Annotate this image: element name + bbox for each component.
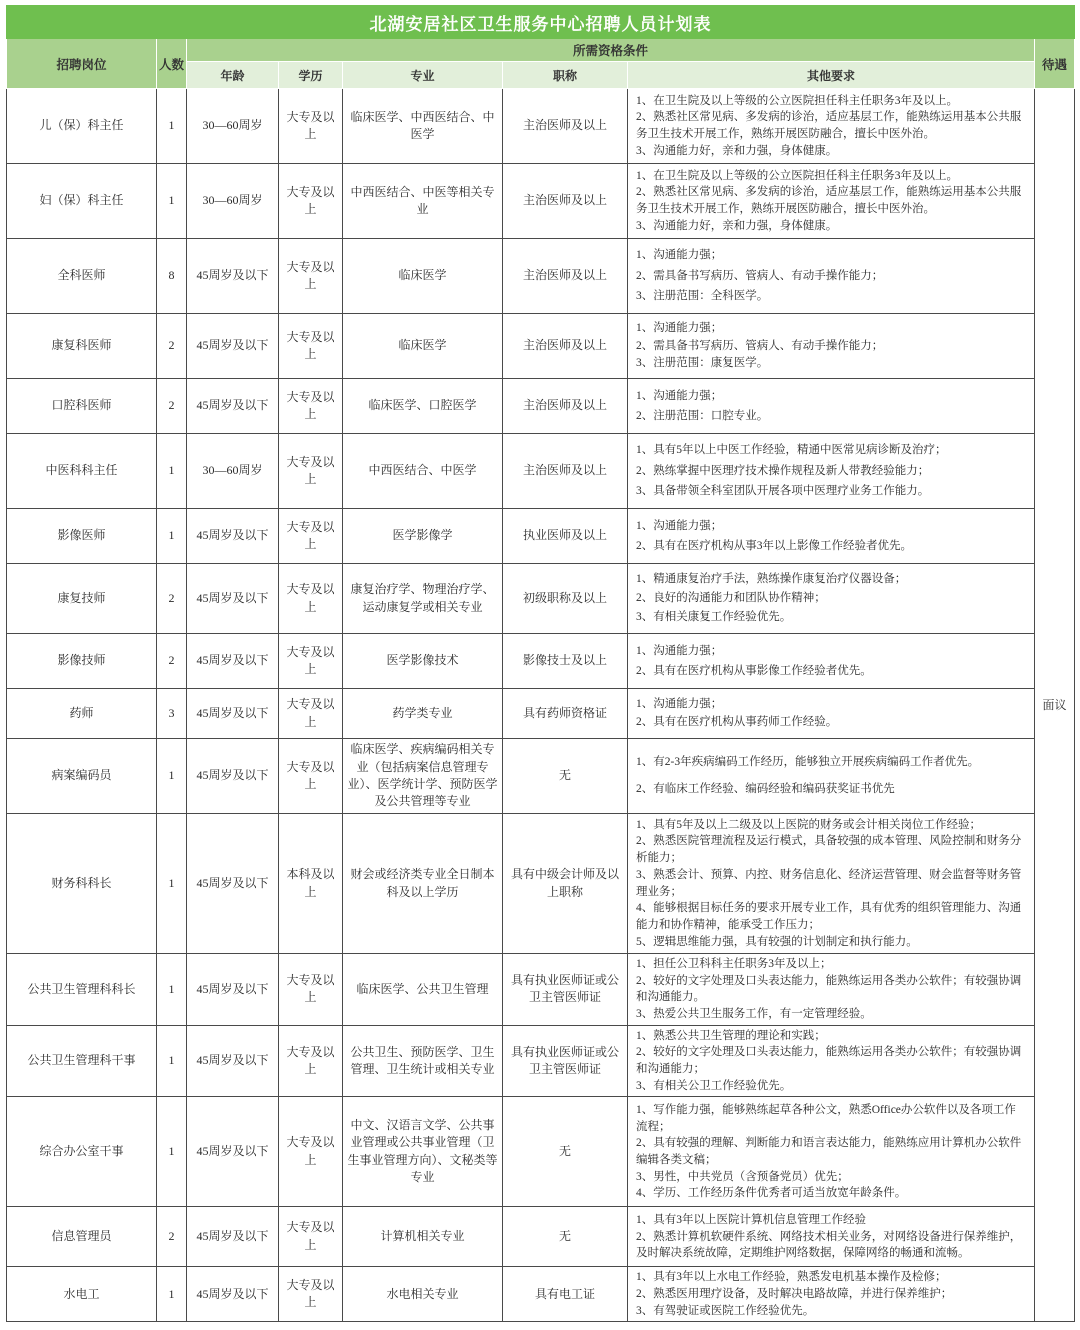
requirement-line: 1、沟通能力强； <box>636 644 723 657</box>
requirement-line: 1、沟通能力强； <box>636 697 723 710</box>
education-cell: 大专及以上 <box>279 239 343 314</box>
table-row <box>7 1025 1075 1097</box>
count-cell: 8 <box>157 239 187 314</box>
education-cell: 大专及以上 <box>279 739 343 814</box>
table-row <box>7 434 1075 509</box>
requirements-list <box>636 244 1026 308</box>
count-cell: 1 <box>157 739 187 814</box>
requirement-line: 1、具有5年以上中医工作经验，精通中医常见病诊断及治疗； <box>636 444 947 457</box>
requirements-list <box>636 319 1026 373</box>
major-cell: 计算机相关专业 <box>343 1207 503 1267</box>
requirement-line: 2、具有在医疗机构从事药师工作经验。 <box>636 716 838 729</box>
position-cell: 病案编码员 <box>7 739 157 814</box>
position-cell: 综合办公室干事 <box>7 1097 157 1207</box>
age-cell: 45周岁及以下 <box>187 1207 279 1267</box>
table-row <box>7 739 1075 814</box>
table-row <box>7 164 1075 239</box>
requirement-line: 1、沟通能力强； <box>636 249 723 262</box>
position-cell: 影像医师 <box>7 509 157 564</box>
requirements-list <box>636 168 1026 235</box>
requirement-line: 2、有临床工作经验、编码经验和编码获奖证书优先 <box>636 783 895 796</box>
requirement-line: 3、注册范围：全科医学。 <box>636 289 769 302</box>
requirement-line: 1、沟通能力强； <box>636 389 723 402</box>
requirements-list <box>636 639 1026 683</box>
column-header-position: 招聘岗位 <box>7 39 157 89</box>
table-row <box>7 954 1075 1026</box>
table-row <box>7 314 1075 379</box>
education-cell: 大专及以上 <box>279 164 343 239</box>
requirement-line: 2、熟悉计算机软硬件系统、网络技术相关业务，对网络设备进行保养维护，及时解决系统故障，定期维护网络数据，保障网络的畅通和流畅。 <box>636 1230 1022 1260</box>
requirements-list <box>636 1028 1026 1095</box>
major-cell: 临床医学、疾病编码相关专业（包括病案信息管理专业）、医学统计学、预防医学及公共管理等专业 <box>343 739 503 814</box>
title-cell: 无 <box>503 1207 628 1267</box>
title-cell: 具有电工证 <box>503 1267 628 1322</box>
age-cell: 45周岁及以下 <box>187 634 279 689</box>
requirements-cell <box>628 634 1035 689</box>
major-cell: 医学影像学 <box>343 509 503 564</box>
requirement-line: 3、有相关公卫工作经验优先。 <box>636 1079 792 1092</box>
age-cell: 45周岁及以下 <box>187 739 279 814</box>
education-cell: 本科及以上 <box>279 814 343 954</box>
requirement-line: 1、具有3年以上医院计算机信息管理工作经验 <box>636 1213 866 1226</box>
age-cell: 30—60周岁 <box>187 164 279 239</box>
age-cell: 45周岁及以下 <box>187 1025 279 1097</box>
requirements-list <box>636 1102 1026 1202</box>
table-body <box>7 89 1075 1322</box>
requirement-line: 3、沟通能力好，亲和力强，身体健康。 <box>636 144 838 157</box>
education-cell: 大专及以上 <box>279 1097 343 1207</box>
education-cell: 大专及以上 <box>279 379 343 434</box>
major-cell: 水电相关专业 <box>343 1267 503 1322</box>
requirements-cell <box>628 379 1035 434</box>
major-cell: 临床医学、口腔医学 <box>343 379 503 434</box>
major-cell: 医学影像技术 <box>343 634 503 689</box>
requirement-line: 1、熟悉公共卫生管理的理论和实践； <box>636 1029 826 1042</box>
title-cell: 主治医师及以上 <box>503 434 628 509</box>
age-cell: 45周岁及以下 <box>187 689 279 739</box>
requirements-cell <box>628 434 1035 509</box>
count-cell: 1 <box>157 814 187 954</box>
count-cell: 1 <box>157 954 187 1026</box>
major-cell: 公共卫生、预防医学、卫生管理、卫生统计或相关专业 <box>343 1025 503 1097</box>
requirement-line: 2、具有较强的理解、判断能力和语言表达能力，能熟练应用计算机办公软件编辑各类文稿； <box>636 1137 1022 1166</box>
education-cell: 大专及以上 <box>279 1207 343 1267</box>
requirement-line: 3、注册范围：康复医学。 <box>636 357 769 370</box>
count-cell: 2 <box>157 379 187 434</box>
age-cell: 45周岁及以下 <box>187 954 279 1026</box>
title-cell: 无 <box>503 1097 628 1207</box>
age-cell: 45周岁及以下 <box>187 1097 279 1207</box>
requirements-cell <box>628 89 1035 164</box>
major-cell: 临床医学 <box>343 314 503 379</box>
requirement-line: 2、具有在医疗机构从事3年以上影像工作经验者优先。 <box>636 539 912 552</box>
requirement-line: 3、男性，中共党员（含预备党员）优先； <box>636 1170 849 1183</box>
requirements-cell <box>628 689 1035 739</box>
requirements-list <box>636 384 1026 428</box>
count-cell: 1 <box>157 434 187 509</box>
requirement-line: 2、注册范围：口腔专业。 <box>636 409 769 422</box>
age-cell: 45周岁及以下 <box>187 314 279 379</box>
count-cell: 1 <box>157 164 187 239</box>
requirements-cell <box>628 954 1035 1026</box>
major-cell: 财会或经济类专业全日制本科及以上学历 <box>343 814 503 954</box>
requirement-line: 2、较好的文字处理及口头表达能力，能熟练运用各类办公软件；有较强协调和沟通能力。 <box>636 974 1022 1004</box>
title-cell: 影像技士及以上 <box>503 634 628 689</box>
title-cell: 具有药师资格证 <box>503 689 628 739</box>
position-cell: 财务科科长 <box>7 814 157 954</box>
table-row <box>7 634 1075 689</box>
requirement-line: 3、熟悉会计、预算、内控、财务信息化、经济运营管理、财会监督等财务管理业务； <box>636 868 1022 898</box>
count-cell: 3 <box>157 689 187 739</box>
requirement-line: 2、熟悉社区常见病、多发病的诊治，适应基层工作，能熟练运用基本公共服务卫生技术开展工作，熟练开展医防融合，擅长中医外治。 <box>636 111 1022 140</box>
count-cell: 2 <box>157 564 187 634</box>
requirement-line: 2、需具备书写病历、管病人、有动手操作能力； <box>636 339 884 352</box>
position-cell: 公共卫生管理科干事 <box>7 1025 157 1097</box>
requirement-line: 3、具备带领全科室团队开展各项中医理疗业务工作能力。 <box>636 484 930 497</box>
table-row <box>7 1207 1075 1267</box>
requirement-line: 1、具有3年以上水电工作经验，熟悉发电机基本操作及检修； <box>636 1271 947 1284</box>
major-cell: 中西医结合、中医学 <box>343 434 503 509</box>
requirement-line: 4、能够根据目标任务的要求开展专业工作，具有优秀的组织管理能力、沟通能力和协作精神，能承受工作压力； <box>636 902 1022 931</box>
major-cell: 临床医学、中西医结合、中医学 <box>343 89 503 164</box>
age-cell: 45周岁及以下 <box>187 564 279 634</box>
requirements-list <box>636 93 1026 160</box>
title-cell: 主治医师及以上 <box>503 239 628 314</box>
table-row <box>7 814 1075 954</box>
major-cell: 药学类专业 <box>343 689 503 739</box>
requirements-cell <box>628 1207 1035 1267</box>
count-cell: 1 <box>157 1025 187 1097</box>
requirements-list <box>636 694 1026 733</box>
education-cell: 大专及以上 <box>279 1025 343 1097</box>
table-row <box>7 379 1075 434</box>
age-cell: 30—60周岁 <box>187 434 279 509</box>
column-header-title: 职称 <box>503 62 628 89</box>
count-cell: 2 <box>157 314 187 379</box>
title-cell: 主治医师及以上 <box>503 164 628 239</box>
requirements-list <box>636 744 1026 808</box>
column-header-qualifications: 所需资格条件 <box>187 39 1035 62</box>
requirement-line: 2、熟悉医院管理流程及运行模式，具备较强的成本管理、风险控制和财务分析能力； <box>636 835 1022 865</box>
column-header-age: 年龄 <box>187 62 279 89</box>
education-cell: 大专及以上 <box>279 1267 343 1322</box>
count-cell: 1 <box>157 1267 187 1322</box>
requirement-line: 1、在卫生院及以上等级的公立医院担任科主任职务3年及以上。 <box>636 94 958 107</box>
age-cell: 45周岁及以下 <box>187 509 279 564</box>
major-cell: 临床医学、公共卫生管理 <box>343 954 503 1026</box>
requirement-line: 2、较好的文字处理及口头表达能力，能熟练运用各类办公软件；有较强协调和沟通能力； <box>636 1046 1022 1076</box>
position-cell: 口腔科医师 <box>7 379 157 434</box>
count-cell: 1 <box>157 509 187 564</box>
requirement-line: 5、逻辑思维能力强，具有较强的计划制定和执行能力。 <box>636 935 918 948</box>
title-cell: 无 <box>503 739 628 814</box>
requirement-line: 1、担任公卫科科主任职务3年及以上； <box>636 958 832 970</box>
treatment-cell: 面议 <box>1035 89 1075 1322</box>
requirements-list <box>636 514 1026 558</box>
count-cell: 2 <box>157 1207 187 1267</box>
requirement-line: 1、精通康复治疗手法，熟练操作康复治疗仪器设备； <box>636 573 907 586</box>
requirement-line: 1、写作能力强，能够熟练起草各种公文，熟悉Office办公软件以及各项工作流程； <box>636 1103 1016 1133</box>
requirement-line: 2、熟悉医用理疗设备，及时解决电路故障，并进行保养维护； <box>636 1288 953 1301</box>
education-cell: 大专及以上 <box>279 564 343 634</box>
requirement-line: 3、有驾驶证或医院工作经验优先。 <box>636 1304 815 1317</box>
education-cell: 大专及以上 <box>279 89 343 164</box>
requirement-line: 3、热爱公共卫生服务工作，有一定管理经验。 <box>636 1008 872 1021</box>
requirements-cell <box>628 564 1035 634</box>
age-cell: 30—60周岁 <box>187 89 279 164</box>
title-cell: 初级职称及以上 <box>503 564 628 634</box>
age-cell: 45周岁及以下 <box>187 379 279 434</box>
title-cell: 执业医师及以上 <box>503 509 628 564</box>
major-cell: 中文、汉语言文学、公共事业管理或公共事业管理（卫生事业管理方向）、文秘类等专业 <box>343 1097 503 1207</box>
title-cell: 具有执业医师证或公卫主管医师证 <box>503 954 628 1026</box>
requirements-list <box>636 817 1026 950</box>
requirements-cell <box>628 814 1035 954</box>
title-cell: 主治医师及以上 <box>503 379 628 434</box>
count-cell: 2 <box>157 634 187 689</box>
requirement-line: 1、沟通能力强； <box>636 519 723 532</box>
title-cell: 具有执业医师证或公卫主管医师证 <box>503 1025 628 1097</box>
column-header-treatment: 待遇 <box>1035 39 1075 89</box>
requirement-line: 2、熟练掌握中医理疗技术操作规程及新人带教经验能力； <box>636 464 930 477</box>
requirement-line: 3、沟通能力好，亲和力强，身体健康。 <box>636 219 838 232</box>
requirements-list <box>636 956 1026 1023</box>
table-row <box>7 1097 1075 1207</box>
column-header-other: 其他要求 <box>628 62 1035 89</box>
position-cell: 影像技师 <box>7 634 157 689</box>
requirements-list <box>636 1212 1026 1262</box>
table-header <box>7 6 1075 89</box>
column-header-major: 专业 <box>343 62 503 89</box>
position-cell: 康复技师 <box>7 564 157 634</box>
requirement-line: 2、熟悉社区常见病、多发病的诊治，适应基层工作，能熟练运用基本公共服务卫生技术开展工作，熟练开展医防融合，擅长中医外治。 <box>636 186 1022 215</box>
position-cell: 信息管理员 <box>7 1207 157 1267</box>
requirement-line: 2、具有在医疗机构从事影像工作经验者优先。 <box>636 664 872 677</box>
requirements-cell <box>628 239 1035 314</box>
education-cell: 大专及以上 <box>279 634 343 689</box>
title-cell: 具有中级会计师及以上职称 <box>503 814 628 954</box>
page-title: 北湖安居社区卫生服务中心招聘人员计划表 <box>7 6 1075 39</box>
requirements-cell <box>628 1097 1035 1207</box>
table-row <box>7 1267 1075 1322</box>
requirements-cell <box>628 164 1035 239</box>
position-cell: 全科医师 <box>7 239 157 314</box>
requirement-line: 2、良好的沟通能力和团队协作精神； <box>636 592 826 605</box>
table-row <box>7 564 1075 634</box>
education-cell: 大专及以上 <box>279 509 343 564</box>
requirements-cell <box>628 509 1035 564</box>
recruitment-table <box>6 5 1075 1322</box>
requirement-line: 1、在卫生院及以上等级的公立医院担任科主任职务3年及以上。 <box>636 169 958 182</box>
education-cell: 大专及以上 <box>279 954 343 1026</box>
table-row <box>7 239 1075 314</box>
requirements-cell <box>628 314 1035 379</box>
requirement-line: 1、具有5年及以上二级及以上医院的财务或会计相关岗位工作经验； <box>636 818 981 831</box>
major-cell: 康复治疗学、物理治疗学、运动康复学或相关专业 <box>343 564 503 634</box>
title-cell: 主治医师及以上 <box>503 89 628 164</box>
position-cell: 水电工 <box>7 1267 157 1322</box>
column-header-count: 人数 <box>157 39 187 89</box>
position-cell: 中医科科主任 <box>7 434 157 509</box>
table-row <box>7 509 1075 564</box>
requirement-line: 4、学历、工作经历条件优秀者可适当放宽年龄条件。 <box>636 1187 907 1200</box>
major-cell: 临床医学 <box>343 239 503 314</box>
count-cell: 1 <box>157 1097 187 1207</box>
requirements-cell <box>628 1267 1035 1322</box>
education-cell: 大专及以上 <box>279 314 343 379</box>
title-cell: 主治医师及以上 <box>503 314 628 379</box>
position-cell: 儿（保）科主任 <box>7 89 157 164</box>
major-cell: 中西医结合、中医等相关专业 <box>343 164 503 239</box>
age-cell: 45周岁及以下 <box>187 814 279 954</box>
age-cell: 45周岁及以下 <box>187 1267 279 1322</box>
requirements-list <box>636 569 1026 628</box>
table-row <box>7 89 1075 164</box>
requirement-line: 2、需具备书写病历、管病人、有动手操作能力； <box>636 269 884 282</box>
requirement-line: 1、沟通能力强； <box>636 321 723 334</box>
education-cell: 大专及以上 <box>279 434 343 509</box>
education-cell: 大专及以上 <box>279 689 343 739</box>
position-cell: 康复科医师 <box>7 314 157 379</box>
requirement-line: 3、有相关康复工作经验优先。 <box>636 611 792 624</box>
requirements-list <box>636 439 1026 503</box>
requirements-cell <box>628 1025 1035 1097</box>
position-cell: 药师 <box>7 689 157 739</box>
position-cell: 妇（保）科主任 <box>7 164 157 239</box>
position-cell: 公共卫生管理科科长 <box>7 954 157 1026</box>
count-cell: 1 <box>157 89 187 164</box>
requirement-line: 1、有2-3年疾病编码工作经历，能够独立开展疾病编码工作者优先。 <box>636 756 980 769</box>
requirements-list <box>636 1269 1026 1319</box>
column-header-education: 学历 <box>279 62 343 89</box>
requirements-cell <box>628 739 1035 814</box>
table-row <box>7 689 1075 739</box>
age-cell: 45周岁及以下 <box>187 239 279 314</box>
